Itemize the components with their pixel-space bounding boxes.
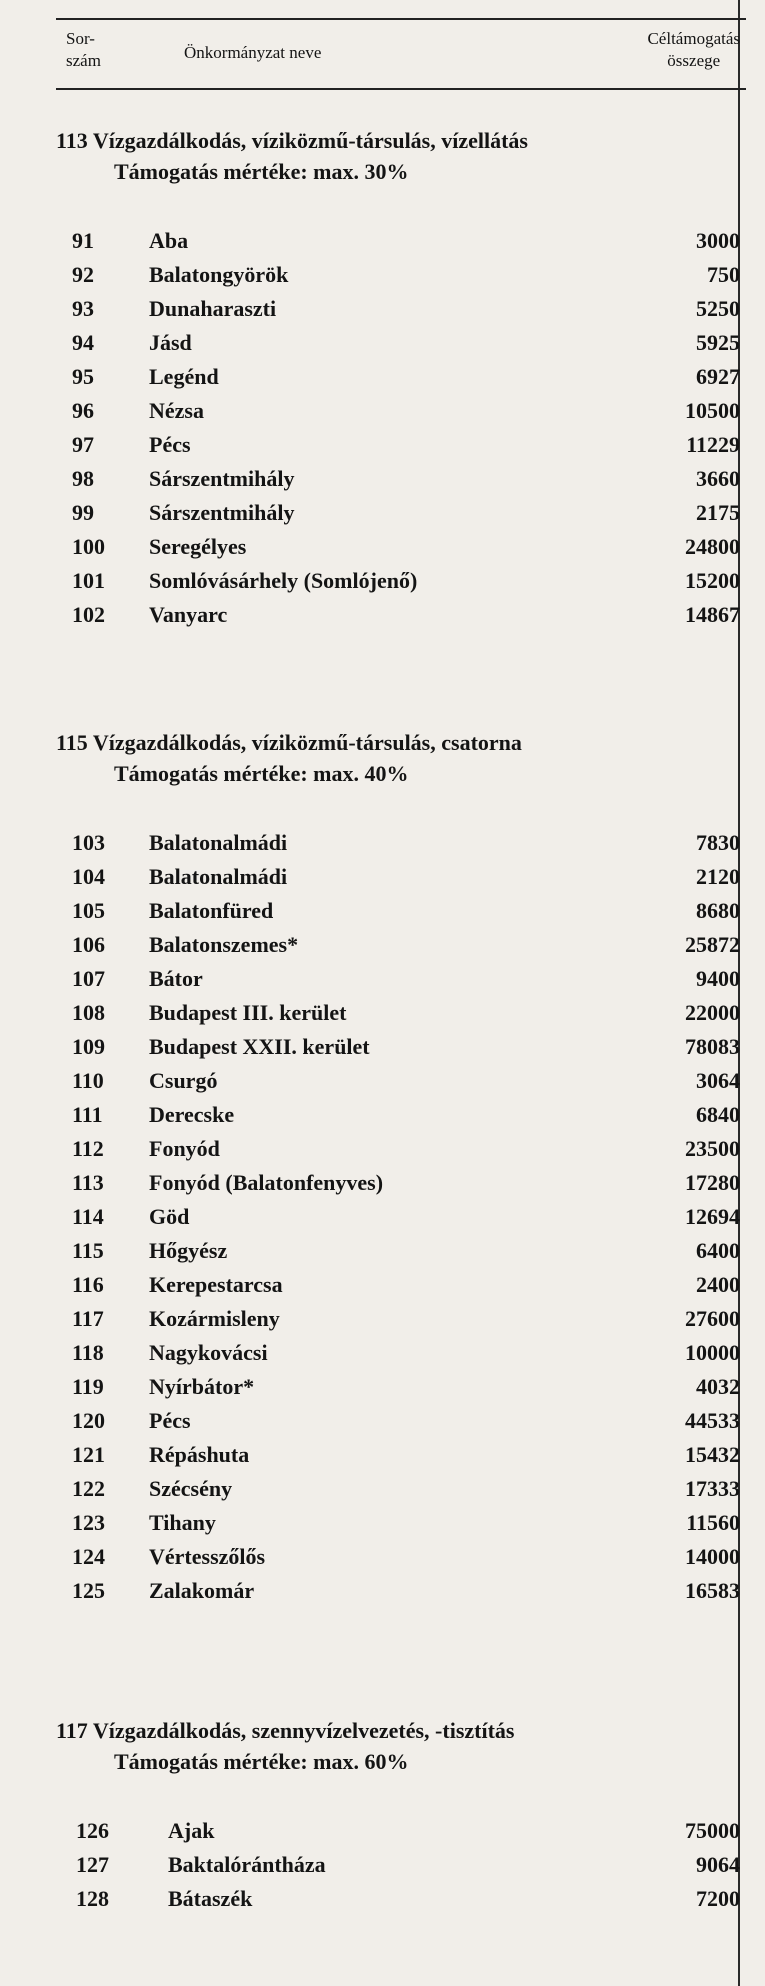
row-number: 91: [72, 228, 94, 253]
row-number: 117: [72, 1306, 104, 1331]
grant-amount: 6400: [696, 1238, 740, 1263]
section-rows: [56, 1814, 746, 1916]
municipality-name: Balatonalmádi: [149, 864, 288, 889]
municipality-name: Jásd: [149, 330, 192, 355]
municipality-name: Seregélyes: [149, 534, 247, 559]
municipality-name: Sárszentmihály: [149, 466, 295, 491]
grant-amount: 11560: [686, 1510, 740, 1535]
table-row: [56, 1370, 746, 1404]
section-subtitle: Támogatás mértéke: max. 30%: [114, 159, 409, 184]
row-number: 107: [72, 966, 105, 991]
header-grant-amount-line1: Céltámogatás: [647, 29, 740, 48]
row-number: 106: [72, 932, 105, 957]
municipality-name: Nagykovácsi: [149, 1340, 268, 1365]
grant-amount: 22000: [685, 1000, 740, 1025]
row-number: 118: [72, 1340, 104, 1365]
grant-amount: 15432: [685, 1442, 740, 1467]
grant-amount: 15200: [685, 568, 740, 593]
row-number: 116: [72, 1272, 104, 1297]
municipality-name: Bátor: [149, 966, 203, 991]
municipality-name: Kerepestarcsa: [149, 1272, 283, 1297]
row-number: 92: [72, 262, 94, 287]
table-row: [56, 1882, 746, 1916]
grant-amount: 7200: [696, 1886, 740, 1911]
section-rows: [56, 826, 746, 1608]
grant-amount: 750: [707, 262, 740, 287]
grant-amount: 25872: [685, 932, 740, 957]
header-municipality-name: Önkormányzat neve: [184, 43, 322, 62]
section-title: 113 Vízgazdálkodás, víziközmű-társulás, vízellátás: [56, 128, 528, 153]
grant-amount: 11229: [686, 432, 740, 457]
table-row: [56, 1302, 746, 1336]
municipality-name: Tihany: [149, 1510, 216, 1535]
row-number: 102: [72, 602, 105, 627]
section-subtitle: Támogatás mértéke: max. 40%: [114, 761, 409, 786]
grant-amount: 5925: [696, 330, 740, 355]
table-row: [56, 1268, 746, 1302]
header-grant-amount: [647, 28, 740, 72]
table-header: [56, 18, 746, 90]
row-number: 124: [72, 1544, 105, 1569]
municipality-name: Répáshuta: [149, 1442, 250, 1467]
municipality-name: Kozármisleny: [149, 1306, 280, 1331]
municipality-name: Vanyarc: [149, 602, 228, 627]
header-row-number-line1: Sor-: [66, 29, 95, 48]
municipality-name: Balatongyörök: [149, 262, 289, 287]
row-number: 98: [72, 466, 94, 491]
grant-amount: 14867: [685, 602, 740, 627]
table-row: [56, 1472, 746, 1506]
row-number: 97: [72, 432, 94, 457]
document-page: [56, 0, 746, 1986]
row-number: 109: [72, 1034, 105, 1059]
municipality-name: Hőgyész: [149, 1238, 228, 1263]
table-row: [56, 428, 746, 462]
grant-amount: 7830: [696, 830, 740, 855]
grant-amount: 9400: [696, 966, 740, 991]
row-number: 110: [72, 1068, 104, 1093]
table-row: [56, 564, 746, 598]
row-number: 103: [72, 830, 105, 855]
grant-amount: 44533: [685, 1408, 740, 1433]
table-row: [56, 1506, 746, 1540]
municipality-name: Baktalórántháza: [168, 1852, 326, 1877]
section-subtitle: Támogatás mértéke: max. 60%: [114, 1749, 409, 1774]
grant-amount: 4032: [696, 1374, 740, 1399]
row-number: 108: [72, 1000, 105, 1025]
row-number: 126: [76, 1818, 109, 1843]
grant-amount: 75000: [685, 1818, 740, 1843]
row-number: 104: [72, 864, 105, 889]
municipality-name: Balatonszemes*: [149, 932, 299, 957]
grant-amount: 16583: [685, 1578, 740, 1603]
grant-amount: 9064: [696, 1852, 740, 1877]
table-row: [56, 496, 746, 530]
row-number: 101: [72, 568, 105, 593]
row-number: 125: [72, 1578, 105, 1603]
table-row: [56, 1132, 746, 1166]
municipality-name: Fonyód (Balatonfenyves): [149, 1170, 384, 1195]
municipality-name: Csurgó: [149, 1068, 218, 1093]
row-number: 93: [72, 296, 94, 321]
grant-amount: 2175: [696, 500, 740, 525]
table-row: [56, 1574, 746, 1608]
municipality-name: Balatonfüred: [149, 898, 274, 923]
grant-amount: 3000: [696, 228, 740, 253]
grant-amount: 8680: [696, 898, 740, 923]
grant-amount: 2120: [696, 864, 740, 889]
row-number: 121: [72, 1442, 105, 1467]
header-row-number-line2: szám: [66, 51, 101, 70]
section-title: 117 Vízgazdálkodás, szennyvízelvezetés, -tisztítás: [56, 1718, 515, 1743]
table-row: [56, 258, 746, 292]
table-row: [56, 1166, 746, 1200]
municipality-name: Legénd: [149, 364, 219, 389]
table-row: [56, 826, 746, 860]
header-grant-amount-line2: összege: [667, 51, 721, 70]
grant-amount: 24800: [685, 534, 740, 559]
municipality-name: Vértesszőlős: [149, 1544, 266, 1569]
row-number: 123: [72, 1510, 105, 1535]
row-number: 113: [72, 1170, 104, 1195]
municipality-name: Sárszentmihály: [149, 500, 295, 525]
municipality-name: Budapest III. kerület: [149, 1000, 347, 1025]
row-number: 111: [72, 1102, 103, 1127]
table-row: [56, 224, 746, 258]
row-number: 127: [76, 1852, 109, 1877]
municipality-name: Zalakomár: [149, 1578, 255, 1603]
table-row: [56, 1438, 746, 1472]
table-row: [56, 1098, 746, 1132]
table-row: [56, 962, 746, 996]
grant-amount: 17280: [685, 1170, 740, 1195]
municipality-name: Aba: [149, 228, 189, 253]
municipality-name: Bátaszék: [168, 1886, 253, 1911]
row-number: 122: [72, 1476, 105, 1501]
municipality-name: Balatonalmádi: [149, 830, 288, 855]
table-row: [56, 1234, 746, 1268]
municipality-name: Pécs: [149, 432, 191, 457]
table-row: [56, 1200, 746, 1234]
grant-amount: 10500: [685, 398, 740, 423]
grant-amount: 17333: [685, 1476, 740, 1501]
municipality-name: Budapest XXII. kerület: [149, 1034, 370, 1059]
section-rows: [56, 224, 746, 632]
table-row: [56, 928, 746, 962]
row-number: 115: [72, 1238, 104, 1263]
table-row: [56, 326, 746, 360]
row-number: 114: [72, 1204, 104, 1229]
municipality-name: Derecske: [149, 1102, 235, 1127]
municipality-name: Szécsény: [149, 1476, 233, 1501]
table-row: [56, 1404, 746, 1438]
grant-amount: 23500: [685, 1136, 740, 1161]
row-number: 112: [72, 1136, 104, 1161]
municipality-name: Göd: [149, 1204, 190, 1229]
row-number: 100: [72, 534, 105, 559]
row-number: 128: [76, 1886, 109, 1911]
table-row: [56, 1064, 746, 1098]
row-number: 120: [72, 1408, 105, 1433]
section-title: 115 Vízgazdálkodás, víziközmű-társulás, csatorna: [56, 730, 522, 755]
table-row: [56, 1540, 746, 1574]
grant-amount: 10000: [685, 1340, 740, 1365]
table-row: [56, 894, 746, 928]
grant-amount: 6927: [696, 364, 740, 389]
municipality-name: Nyírbátor*: [149, 1374, 255, 1399]
grant-amount: 78083: [685, 1034, 740, 1059]
municipality-name: Ajak: [168, 1818, 215, 1843]
table-row: [56, 860, 746, 894]
grant-amount: 3064: [696, 1068, 740, 1093]
table-row: [56, 462, 746, 496]
row-number: 95: [72, 364, 94, 389]
table-row: [56, 1814, 746, 1848]
row-number: 94: [72, 330, 94, 355]
header-row-number: [66, 28, 101, 72]
table-row: [56, 1030, 746, 1064]
municipality-name: Nézsa: [149, 398, 204, 423]
grant-amount: 12694: [685, 1204, 740, 1229]
table-row: [56, 292, 746, 326]
row-number: 99: [72, 500, 94, 525]
table-row: [56, 996, 746, 1030]
row-number: 119: [72, 1374, 104, 1399]
row-number: 105: [72, 898, 105, 923]
municipality-name: Dunaharaszti: [149, 296, 277, 321]
grant-amount: 3660: [696, 466, 740, 491]
grant-amount: 27600: [685, 1306, 740, 1331]
municipality-name: Somlóvásárhely (Somlójenő): [149, 568, 418, 593]
grant-amount: 6840: [696, 1102, 740, 1127]
table-row: [56, 598, 746, 632]
grant-amount: 14000: [685, 1544, 740, 1569]
table-row: [56, 394, 746, 428]
grant-amount: 5250: [696, 296, 740, 321]
table-row: [56, 360, 746, 394]
municipality-name: Pécs: [149, 1408, 191, 1433]
table-row: [56, 1848, 746, 1882]
table-row: [56, 1336, 746, 1370]
grant-amount: 2400: [696, 1272, 740, 1297]
row-number: 96: [72, 398, 94, 423]
table-row: [56, 530, 746, 564]
municipality-name: Fonyód: [149, 1136, 220, 1161]
